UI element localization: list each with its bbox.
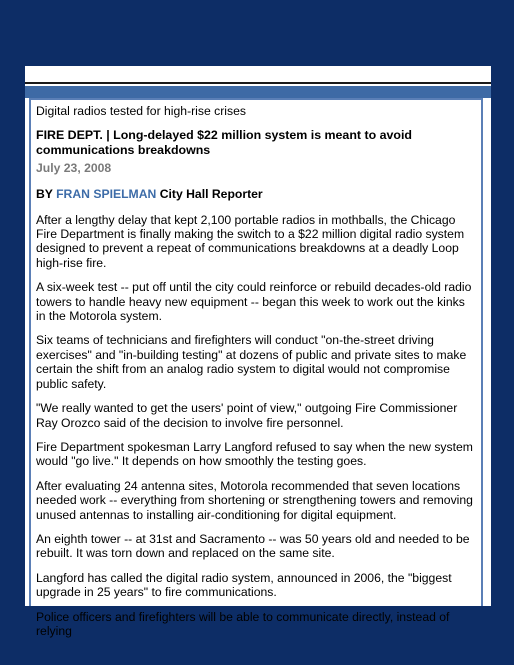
author-link[interactable]: FRAN SPIELMAN <box>56 187 157 202</box>
paragraph-6: After evaluating 24 antenna sites, Motorola recommended that seven locations needed work -- everything from shortening or strengthening towers and removing unused antennas to installing air-conditioning for digital equipment. <box>36 478 473 522</box>
article-panel <box>29 98 483 638</box>
paragraph-4: "We really wanted to get the users' point of view," outgoing Fire Commissioner Ray Orozco said of the decision to involve fire personnel. <box>36 401 458 430</box>
article-kicker: Digital radios tested for high-rise crises <box>36 104 246 118</box>
article-frame <box>25 66 491 638</box>
paragraph-5: Fire Department spokesman Larry Langford refused to say when the new system would "go live." It depends on how smoothly the testing goes. <box>36 439 473 469</box>
byline <box>36 187 476 201</box>
paragraph-9: Police officers and firefighters will be able to communicate directly, instead of relying <box>36 609 450 638</box>
article-date: July 23, 2008 <box>36 160 112 175</box>
article-headline: FIRE DEPT. | Long-delayed $22 million system is meant to avoid communications breakdowns <box>36 128 412 157</box>
paragraph-7: An eighth tower -- at 31st and Sacramento -- was 50 years old and needed to be rebuilt. It was torn down and replaced on the same site. <box>36 531 470 561</box>
top-rule <box>25 82 491 84</box>
paragraph-3: Six teams of technicians and firefighters will conduct "on-the-street driving exercises" and "in-building testing" at dozens of public and private sites to make certain the shift from an analog radio system to digital would not compromise public safety. <box>36 333 467 391</box>
paragraph-8: Langford has called the digital radio system, announced in 2006, the "biggest upgrade in 25 years" to fire communications. <box>36 570 452 600</box>
article-content <box>31 100 481 638</box>
paragraph-1: After a lengthy delay that kept 2,100 portable radios in mothballs, the Chicago Fire Department is finally making the switch to a $22 million digital radio system designed to prevent a repeat of communications breakdowns at a deadly Loop high-rise fire. <box>36 212 465 270</box>
byline-suffix: City Hall Reporter <box>159 187 263 202</box>
paragraph-2: A six-week test -- put off until the city could reinforce or rebuild decades-old radio towers to handle heavy new equipment -- began this week to work out the kinks in the Motorola system. <box>36 280 472 324</box>
byline-prefix: BY <box>36 187 53 202</box>
header-band <box>25 86 491 98</box>
